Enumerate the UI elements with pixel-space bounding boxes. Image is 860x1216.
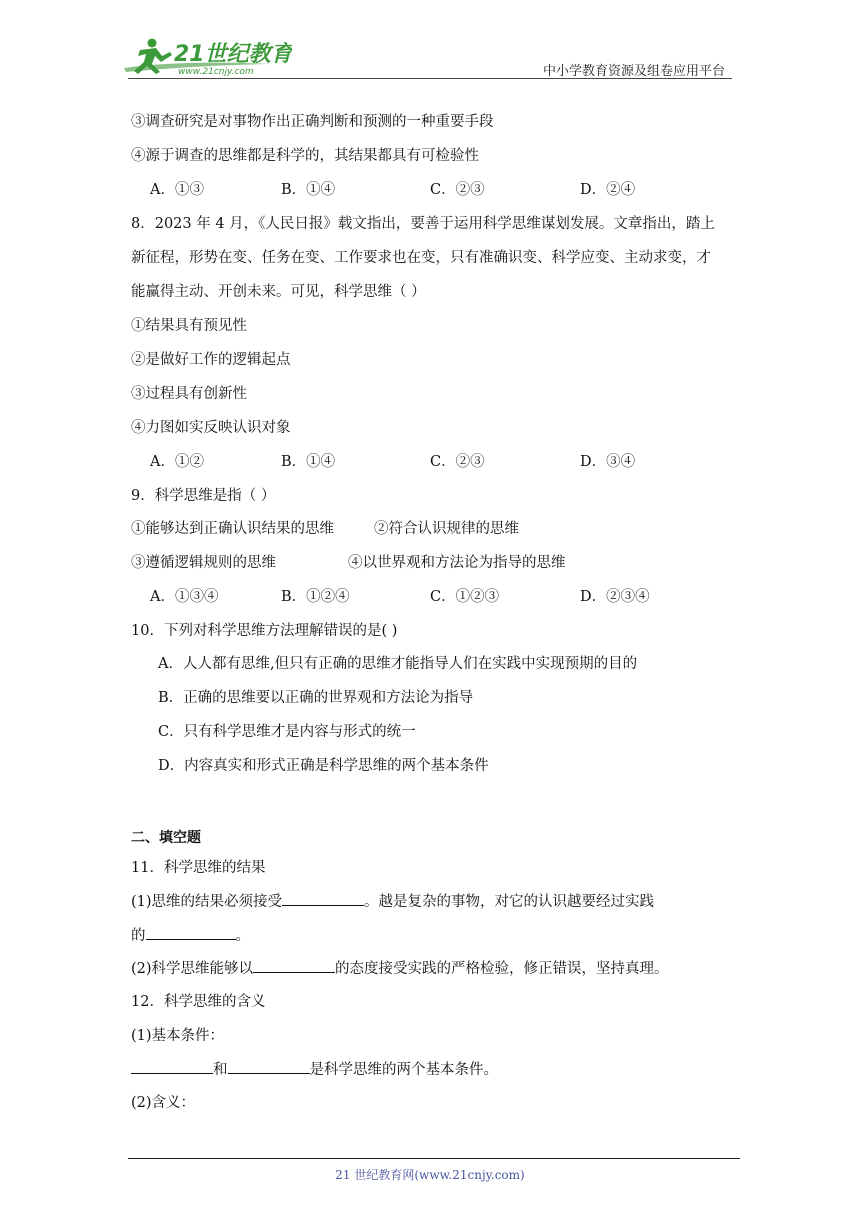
q8-statement-4: ④力图如实反映认识对象 xyxy=(131,420,291,436)
q7-statement-4: ④源于调查的思维都是科学的，其结果都具有可检验性 xyxy=(131,148,479,164)
svg-text:21世纪教育: 21世纪教育 xyxy=(174,42,292,67)
platform-title: 中小学教育资源及组卷应用平台 xyxy=(542,64,725,79)
q9-option-b[interactable]: B．①②④ xyxy=(281,589,350,605)
q9-stem: 9．科学思维是指（ ） xyxy=(131,488,276,504)
q12-part-2: (2)含义： xyxy=(131,1095,196,1111)
q8-option-a[interactable]: A．①② xyxy=(150,454,204,470)
q8-option-d[interactable]: D．③④ xyxy=(580,454,636,470)
q10-option-b[interactable]: B．正确的思维要以正确的世界观和方法论为指导 xyxy=(158,690,474,706)
site-logo xyxy=(122,34,292,78)
q12-part-1-mid: 和 xyxy=(213,1062,228,1078)
q11-part-1-text-d: 。 xyxy=(235,928,250,944)
q9-statement-1: ①能够达到正确认识结果的思维 xyxy=(131,521,334,537)
q9-statement-2: ②符合认识规律的思维 xyxy=(374,521,519,537)
q7-statement-3: ③调查研究是对事物作出正确判断和预测的一种重要手段 xyxy=(131,114,494,130)
fill-blank[interactable] xyxy=(146,925,236,940)
q9-statement-4: ④以世界观和方法论为指导的思维 xyxy=(348,555,566,571)
q8-stem-line-2: 新征程，形势在变、任务在变、工作要求也在变，只有准确识变、科学应变、主动求变，才 xyxy=(131,250,711,266)
q10-option-c[interactable]: C．只有科学思维才是内容与形式的统一 xyxy=(158,724,416,740)
fill-blank[interactable] xyxy=(131,1059,213,1074)
q11-part-2-text-b: 的态度接受实践的严格检验，修正错误，坚持真理。 xyxy=(335,961,669,977)
q12-part-1-blanks xyxy=(131,1059,498,1080)
q9-option-a[interactable]: A．①③④ xyxy=(150,589,219,605)
q9-statement-3: ③遵循逻辑规则的思维 xyxy=(131,555,276,571)
header-divider xyxy=(128,78,732,79)
q9-option-d[interactable]: D．②③④ xyxy=(580,589,650,605)
q11-part-1 xyxy=(131,891,654,912)
q7-option-d[interactable]: D．②④ xyxy=(580,182,636,198)
q8-stem-line-1: 8．2023 年 4 月，《人民日报》载文指出，要善于运用科学思维谋划发展。文章指出，踏上 xyxy=(131,216,715,232)
footer-link[interactable]: 21 世纪教育网(www.21cnjy.com) xyxy=(335,1168,525,1182)
q10-option-a[interactable]: A．人人都有思维,但只有正确的思维才能指导人们在实践中实现预期的目的 xyxy=(158,656,638,672)
q7-option-c[interactable]: C．②③ xyxy=(430,182,485,198)
q7-option-b[interactable]: B．①④ xyxy=(281,182,336,198)
fill-blank[interactable] xyxy=(282,891,364,906)
q11-part-2-text-a: (2)科学思维能够以 xyxy=(131,961,254,977)
q8-option-c[interactable]: C．②③ xyxy=(430,454,485,470)
footer-divider xyxy=(128,1158,740,1159)
q10-stem: 10．下列对科学思维方法理解错误的是( ) xyxy=(131,623,398,639)
q11-part-1-text-b: 。越是复杂的事物，对它的认识越要经过实践 xyxy=(364,894,655,910)
q12-stem: 12．科学思维的含义 xyxy=(131,994,266,1010)
q12-part-1: (1)基本条件： xyxy=(131,1028,225,1044)
q11-part-1-cont xyxy=(131,925,250,946)
q12-part-1-end: 是科学思维的两个基本条件。 xyxy=(309,1062,498,1078)
q11-part-1-text-c: 的 xyxy=(131,928,146,944)
q11-part-1-text-a: (1)思维的结果必须接受 xyxy=(131,894,283,910)
q9-option-c[interactable]: C．①②③ xyxy=(430,589,500,605)
q11-stem: 11．科学思维的结果 xyxy=(131,860,266,876)
q11-part-2 xyxy=(131,958,669,979)
q8-stem-line-3: 能赢得主动、开创未来。可见，科学思维（ ） xyxy=(131,284,426,300)
fill-blank[interactable] xyxy=(253,958,335,973)
section-title: 二、填空题 xyxy=(131,830,201,846)
q7-option-a[interactable]: A．①③ xyxy=(150,182,204,198)
q8-statement-2: ②是做好工作的逻辑起点 xyxy=(131,352,291,368)
svg-text:www.21cnjy.com: www.21cnjy.com xyxy=(178,67,254,77)
fill-blank[interactable] xyxy=(228,1059,310,1074)
q8-option-b[interactable]: B．①④ xyxy=(281,454,336,470)
q10-option-d[interactable]: D．内容真实和形式正确是科学思维的两个基本条件 xyxy=(158,758,489,774)
q8-statement-1: ①结果具有预见性 xyxy=(131,318,247,334)
q8-statement-3: ③过程具有创新性 xyxy=(131,386,247,402)
